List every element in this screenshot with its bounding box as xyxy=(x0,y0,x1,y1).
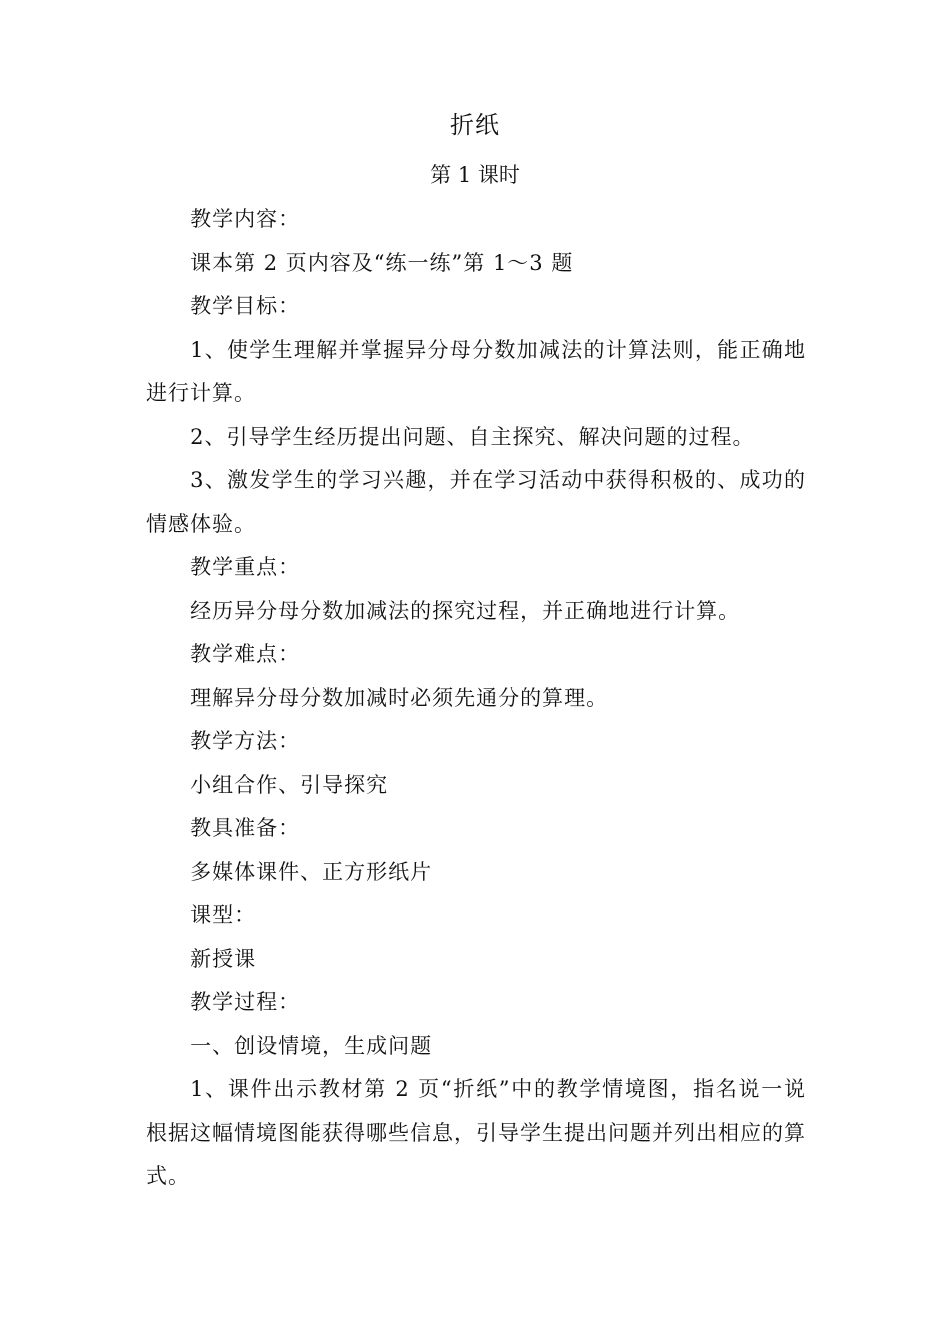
paragraph-teaching-methods: 小组合作、引导探究 xyxy=(190,772,389,797)
paragraph-key-points: 经历异分母分数加减法的探究过程，并正确地进行计算。 xyxy=(190,598,741,623)
heading-teaching-content: 教学内容： xyxy=(190,207,301,231)
lesson-period: 第 1 课时 xyxy=(430,163,520,187)
paragraph-difficulties: 理解异分母分数加减时必须先通分的算理。 xyxy=(190,685,609,710)
heading-teaching-methods: 教学方法： xyxy=(190,729,301,753)
paragraph-teaching-aids: 多媒体课件、正方形纸片 xyxy=(190,859,433,884)
heading-teaching-aids: 教具准备： xyxy=(190,816,301,840)
heading-lesson-type: 课型： xyxy=(190,903,257,927)
document-title: 折纸 xyxy=(450,111,500,139)
document-body xyxy=(146,198,806,1199)
paragraph-goal-2: 2、引导学生经历提出问题、自主探究、解决问题的过程。 xyxy=(190,424,755,449)
paragraph-lesson-type: 新授课 xyxy=(190,946,257,971)
paragraph-step-1: 1、课件出示教材第 2 页“折纸”中的教学情境图，指名说一说根据这幅情境图能获得哪些信息，引导学生提出问题并列出相应的算式。 xyxy=(146,1077,806,1188)
paragraph-goal-1: 1、使学生理解并掌握异分母分数加减法的计算法则，能正确地进行计算。 xyxy=(146,337,806,405)
paragraph-teaching-content: 课本第 2 页内容及“练一练”第 1～3 题 xyxy=(190,250,574,275)
heading-teaching-process: 教学过程： xyxy=(190,990,301,1014)
heading-teaching-goals: 教学目标： xyxy=(190,294,301,318)
heading-difficulties: 教学难点： xyxy=(190,642,301,666)
section-heading-1: 一、创设情境，生成问题 xyxy=(190,1033,433,1058)
heading-key-points: 教学重点： xyxy=(190,555,301,579)
paragraph-goal-3: 3、激发学生的学习兴趣，并在学习活动中获得积极的、成功的情感体验。 xyxy=(146,468,806,536)
